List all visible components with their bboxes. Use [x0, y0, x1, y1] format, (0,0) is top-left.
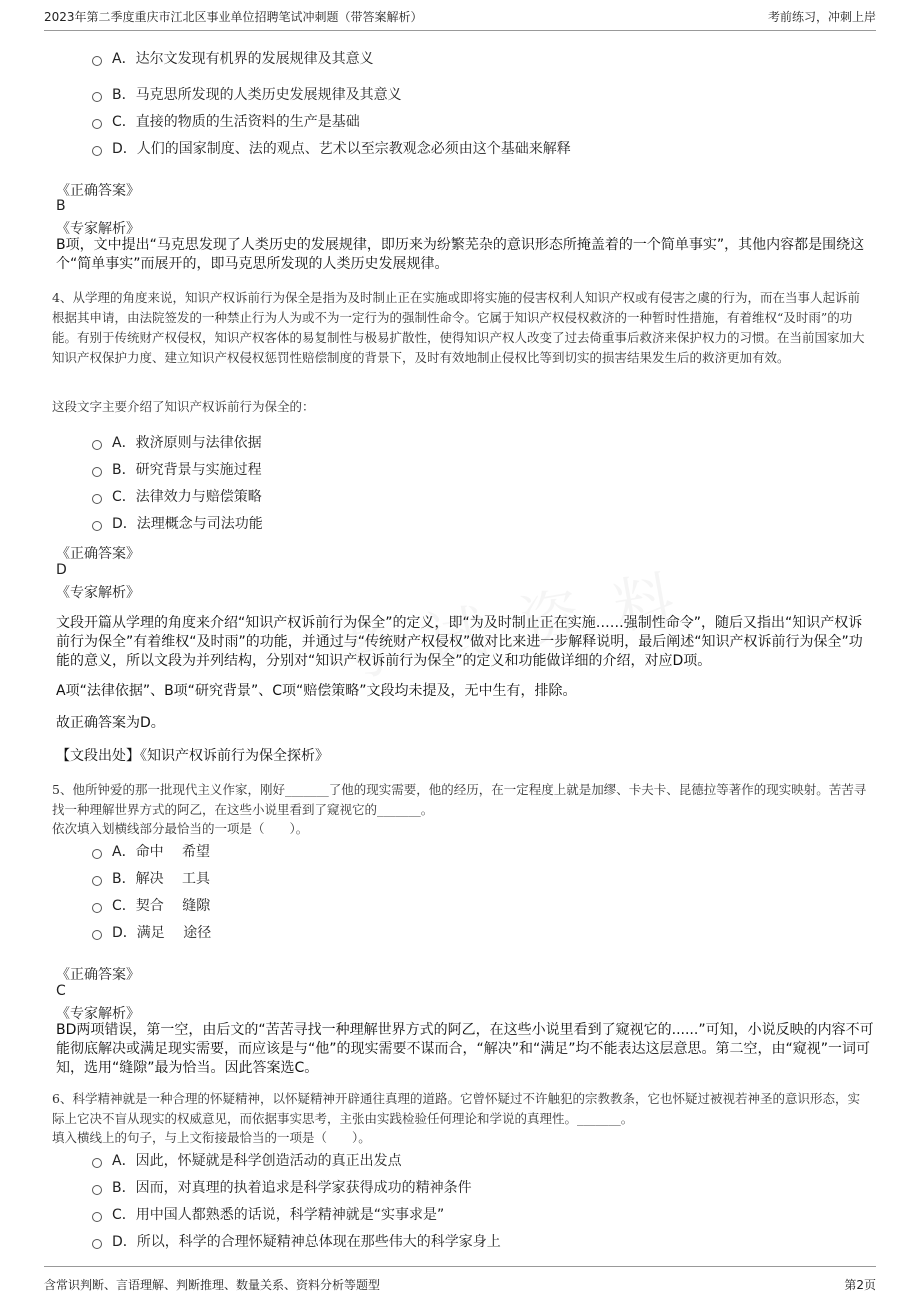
option-c[interactable]: C． 用中国人都熟悉的话说，科学精神就是“实事求是” — [92, 1204, 444, 1224]
option-b[interactable]: B． 马克思所发现的人类历史发展规律及其意义 — [92, 84, 402, 104]
question-stem: 6、科学精神就是一种合理的怀疑精神，以怀疑精神开辟通往真理的道路。它曾怀疑过不许触犯的宗教教条，它也怀疑过被视若神圣的意识形态，实际上它决不盲从现实的权威意见，而依据事实思考，主张由实践检验任何理论和学说的真理性。_______。 — [52, 1091, 860, 1126]
option-d[interactable]: D． 所以，科学的合理怀疑精神总体现在那些伟大的科学家身上 — [92, 1231, 501, 1251]
option-d[interactable]: D． 人们的国家制度、法的观点、艺术以至宗教观念必须由这个基础来解释 — [92, 138, 571, 158]
answer-label: 《正确答案》 — [56, 546, 140, 562]
option-b[interactable]: B． 因而，对真理的执着追求是科学家获得成功的精神条件 — [92, 1177, 472, 1197]
option-d[interactable]: D． 法理概念与司法功能 — [92, 513, 263, 533]
radio-icon[interactable] — [92, 930, 102, 940]
analysis-text: B项，文中提出“马克思发现了人类历史的发展规律，即历来为纷繁芜杂的意识形态所掩盖着的一个简单事实”，其他内容都是围绕这个“简单事实”而展开的，即马克思所发现的人类历史发展规律。 — [56, 237, 865, 272]
radio-icon[interactable] — [92, 440, 102, 450]
source-citation: 【文段出处】《知识产权诉前行为保全探析》 — [56, 748, 329, 764]
option-a[interactable]: A． 达尔文发现有机界的发展规律及其意义 — [92, 48, 374, 68]
option-b[interactable]: B． 研究背景与实施过程 — [92, 459, 262, 479]
radio-icon[interactable] — [92, 849, 102, 859]
answer-label: 《正确答案》 — [56, 967, 140, 983]
analysis-label: 《专家解析》 — [56, 221, 140, 237]
analysis-text: 故正确答案为D。 — [56, 715, 165, 731]
radio-icon[interactable] — [92, 521, 102, 531]
radio-icon[interactable] — [92, 1212, 102, 1222]
header-title: 2023年第二季度重庆市江北区事业单位招聘笔试冲刺题（带答案解析） — [44, 10, 423, 24]
radio-icon[interactable] — [92, 56, 102, 66]
analysis-text: A项“法律依据”、B项“研究背景”、C项“赔偿策略”文段均未提及，无中生有，排除。 — [56, 683, 577, 699]
option-c[interactable]: C． 法律效力与赔偿策略 — [92, 486, 262, 506]
option-b[interactable]: B． 解决 工具 — [92, 868, 210, 888]
question-prompt: 这段文字主要介绍了知识产权诉前行为保全的： — [52, 399, 315, 414]
header-slogan: 考前练习，冲刺上岸 — [767, 10, 876, 24]
option-c[interactable]: C． 契合 缝隙 — [92, 895, 210, 915]
option-a[interactable]: A． 救济原则与法律依据 — [92, 432, 262, 452]
option-d[interactable]: D． 满足 途径 — [92, 922, 211, 942]
answer-value: D — [56, 562, 67, 578]
page-number: 第2页 — [844, 1278, 876, 1292]
option-a[interactable]: A． 命中 希望 — [92, 841, 210, 861]
radio-icon[interactable] — [92, 903, 102, 913]
question-prompt: 填入横线上的句子，与上文衔接最恰当的一项是（ ）。 — [52, 1130, 371, 1145]
radio-icon[interactable] — [92, 119, 102, 129]
footer-topics: 含常识判断、言语理解、判断推理、数量关系、资料分析等题型 — [44, 1278, 381, 1292]
radio-icon[interactable] — [92, 876, 102, 886]
question-stem: 4、从学理的角度来说，知识产权诉前行为保全是指为及时制止正在实施或即将实施的侵害权利人知识产权或有侵害之虞的行为，而在当事人起诉前根据其申请，由法院签发的一种禁止行为人为或不为一定行为的强制性命令。它属于知识产权侵权救济的一种暂时性措施，有着维权“及时雨”的功能。有别于传统财产权侵权，知识产权客体的易复制性与极易扩散性，使得知识产权人改变了过去倚重事后救济来保护权力的习惯。在当前国家加大知识产权保护力度、建立知识产权侵权惩罚性赔偿制度的背景下，及时有效地制止侵权比等到切实的损害结果发生后的救济更加有效。 — [52, 290, 865, 365]
analysis-label: 《专家解析》 — [56, 1006, 140, 1022]
answer-value: B — [56, 198, 66, 214]
option-a[interactable]: A． 因此，怀疑就是科学创造活动的真正出发点 — [92, 1150, 402, 1170]
radio-icon[interactable] — [92, 1185, 102, 1195]
analysis-text: 文段开篇从学理的角度来介绍“知识产权诉前行为保全”的定义，即“为及时制止正在实施……强制性命令”，随后又指出“知识产权诉前行为保全”有着维权“及时雨”的功能，并通过与“传统财产权侵权”做对比来进一步解释说明，最后阐述“知识产权诉前行为保全”功能的意义，所以文段为并列结构，分别对“知识产权诉前行为保全”的定义和功能做详细的介绍，对应D项。 — [56, 615, 863, 669]
answer-label: 《正确答案》 — [56, 183, 140, 199]
page-header — [44, 8, 876, 31]
question-prompt: 依次填入划横线部分最恰当的一项是（ ）。 — [52, 821, 309, 836]
radio-icon[interactable] — [92, 1239, 102, 1249]
radio-icon[interactable] — [92, 494, 102, 504]
radio-icon[interactable] — [92, 467, 102, 477]
radio-icon[interactable] — [92, 1158, 102, 1168]
answer-value: C — [56, 983, 66, 999]
radio-icon[interactable] — [92, 146, 102, 156]
analysis-text: BD两项错误，第一空，由后文的“苦苦寻找一种理解世界方式的阿乙，在这些小说里看到了窥视它的......”可知，小说反映的内容不可能彻底解决或满足现实需要，而应该是与“他”的现实需要不谋而合，“解决”和“满足”均不能表达这层意思。第二空，由“窥视”一词可知，选用“缝隙”最为恰当。因此答案选C。 — [56, 1022, 874, 1076]
page-footer — [44, 1266, 876, 1293]
radio-icon[interactable] — [92, 92, 102, 102]
analysis-label: 《专家解析》 — [56, 585, 140, 601]
question-stem: 5、他所钟爱的那一批现代主义作家，刚好_______了他的现实需要，他的经历，在一定程度上就是加缪、卡夫卡、昆德拉等著作的现实映射。苦苦寻找一种理解世界方式的阿乙，在这些小说里看到了窥视它的_______。 — [52, 782, 867, 817]
option-c[interactable]: C． 直接的物质的生活资料的生产是基础 — [92, 111, 360, 131]
